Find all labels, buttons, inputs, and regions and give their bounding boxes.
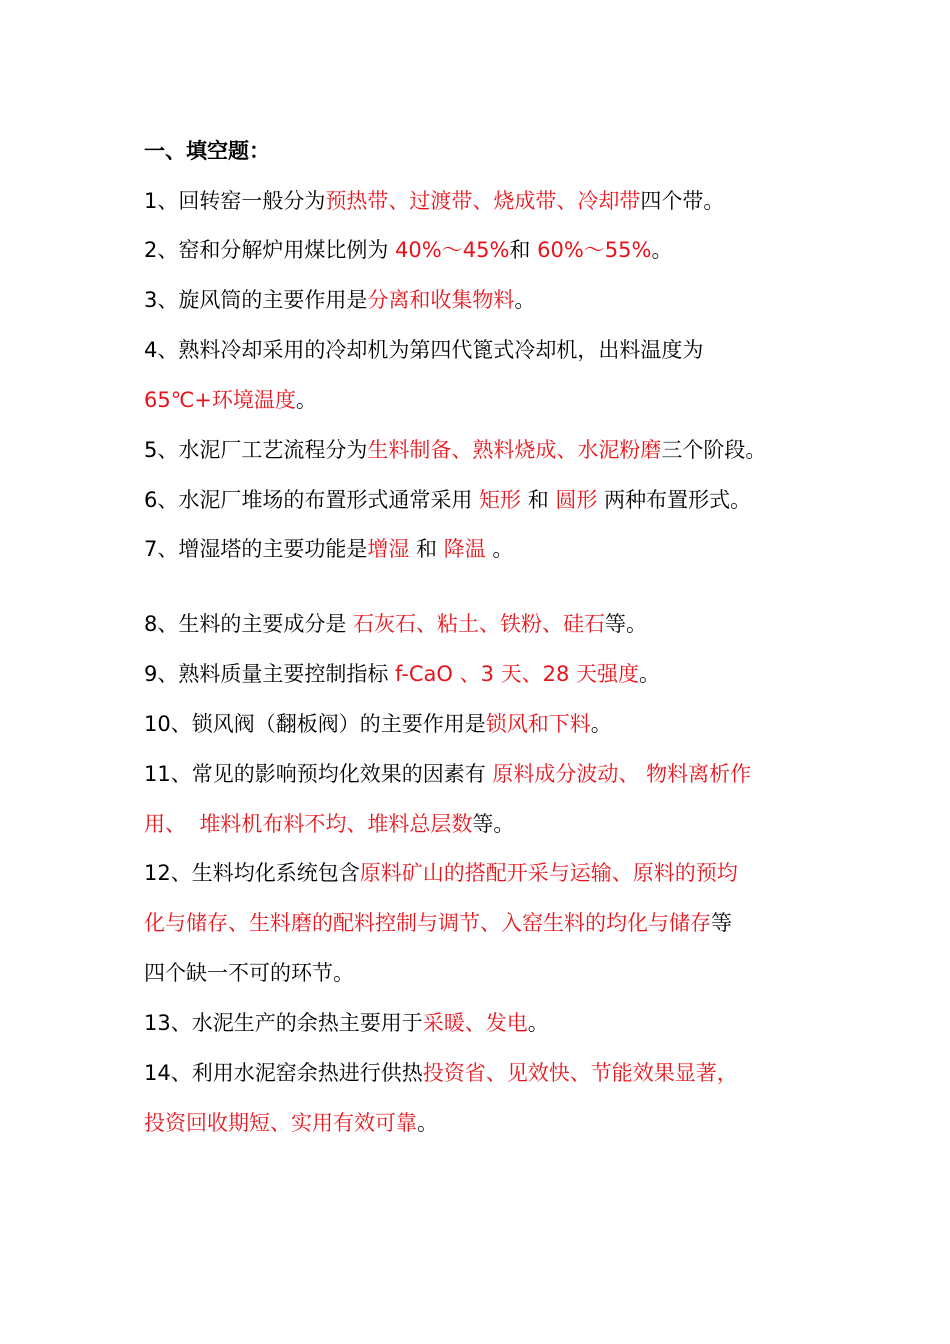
question-line	[144, 1009, 844, 1037]
answer-text: 60%～55%	[537, 238, 652, 262]
question-text: 7、增湿塔的主要功能是	[144, 537, 368, 561]
question-text: 和	[509, 238, 538, 262]
question-line-continued	[144, 810, 844, 838]
question-text: 。	[295, 388, 317, 412]
question-line	[144, 610, 844, 638]
answer-text: 分离和收集物料	[367, 288, 515, 312]
answer-text: 采暖、发电	[422, 1011, 528, 1035]
question-line	[144, 236, 844, 264]
answer-text: f-CaO 、3 天、28 天强度	[395, 662, 640, 686]
question-line-continued	[144, 386, 844, 414]
answer-text: 投资省、见效快、节能效果显著，	[422, 1061, 738, 1085]
question-text: 4、熟料冷却采用的冷却机为第四代篦式冷却机，出料温度为	[144, 338, 704, 362]
question-line	[144, 1059, 844, 1087]
answer-text: 生料制备、熟料烧成、水泥粉磨	[367, 438, 662, 462]
answer-text: 预热带、过渡带、烧成带、冷却带	[325, 189, 641, 213]
question-line	[144, 535, 844, 563]
question-text: 8、生料的主要成分是	[144, 612, 354, 636]
answer-text: 增湿	[367, 537, 410, 561]
question-text: 2、窑和分解炉用煤比例为	[144, 238, 396, 262]
question-text: 5、水泥厂工艺流程分为	[144, 438, 368, 462]
question-line	[144, 710, 844, 738]
answer-text: 石灰石、粘土、铁粉、硅石	[353, 612, 606, 636]
question-line	[144, 187, 844, 215]
question-line	[144, 486, 844, 514]
question-text: 10、锁风阀（翻板阀）的主要作用是	[144, 712, 486, 736]
question-text: 等	[711, 911, 732, 935]
question-text: 13、水泥生产的余热主要用于	[144, 1011, 423, 1035]
question-line	[144, 660, 844, 688]
question-text: 四个带。	[640, 189, 725, 213]
question-text: 1、回转窑一般分为	[144, 189, 326, 213]
question-text: 和	[521, 488, 556, 512]
question-text: 6、水泥厂堆场的布置形式通常采用	[144, 488, 480, 512]
question-text: 12、生料均化系统包含	[144, 861, 360, 885]
answer-text: 原料成分波动、 物料离析作	[492, 762, 752, 786]
answer-text: 锁风和下料	[485, 712, 591, 736]
answer-text: 40%～45%	[395, 238, 510, 262]
question-line	[144, 760, 844, 788]
section-heading: 一、填空题：	[144, 139, 270, 163]
answer-text: 投资回收期短、实用有效可靠	[144, 1111, 417, 1135]
answer-text: 圆形	[555, 488, 598, 512]
question-line-continued	[144, 959, 844, 987]
question-text: 。	[485, 537, 514, 561]
answer-text: 化与储存、生料磨的配料控制与调节、入窑生料的均化与储存	[144, 911, 711, 935]
answer-text: 用、 堆料机布料不均、堆料总层数	[144, 812, 473, 836]
answer-text: 矩形	[479, 488, 522, 512]
question-text: 。	[527, 1011, 549, 1035]
question-text: 。	[514, 288, 536, 312]
question-text: 14、利用水泥窑余热进行供热	[144, 1061, 423, 1085]
question-line-continued	[144, 1109, 844, 1137]
question-text: 三个阶段。	[661, 438, 767, 462]
question-text: 等。	[605, 612, 648, 636]
question-text: 。	[590, 712, 612, 736]
answer-text: 原料矿山的搭配开采与运输、原料的预均	[359, 861, 738, 885]
question-line	[144, 336, 844, 364]
question-text: 等。	[472, 812, 515, 836]
answer-text: 65℃+环境温度	[144, 388, 296, 412]
question-text: 。	[639, 662, 661, 686]
question-text: 9、熟料质量主要控制指标	[144, 662, 396, 686]
question-text: 。	[651, 238, 673, 262]
question-line-continued	[144, 909, 844, 937]
question-text: 。	[417, 1111, 438, 1135]
question-line	[144, 286, 844, 314]
question-text: 11、常见的影响预均化效果的因素有	[144, 762, 493, 786]
answer-text: 降温	[443, 537, 486, 561]
question-text: 四个缺一不可的环节。	[144, 961, 354, 985]
question-line	[144, 859, 844, 887]
question-text: 3、旋风筒的主要作用是	[144, 288, 368, 312]
question-line	[144, 436, 844, 464]
question-text: 两种布置形式。	[597, 488, 752, 512]
question-text: 和	[409, 537, 444, 561]
